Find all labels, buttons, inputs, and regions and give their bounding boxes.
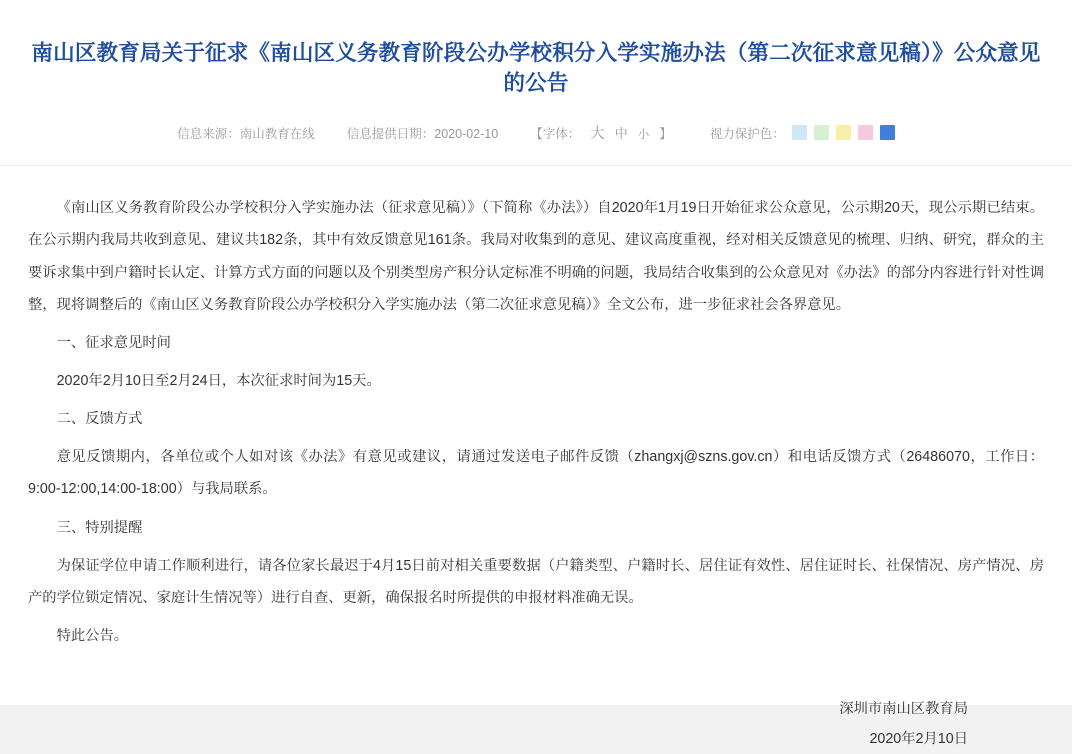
font-size-label: 【字体： <box>530 127 581 142</box>
font-size-controls <box>514 122 688 143</box>
section-heading-3: 三、特别提醒 <box>56 519 143 536</box>
eye-color-swatch-5[interactable] <box>880 125 895 140</box>
meta-date-label: 信息提供日期： <box>346 126 435 141</box>
meta-source-label: 信息来源： <box>177 126 240 141</box>
signature-date: 2020年2月10日 <box>869 731 968 748</box>
body-paragraph: 2020年2月10日至2月24日，本次征求时间为15天。 <box>56 372 381 389</box>
body-paragraph: 为保证学位申请工作顺利进行，请各位家长最迟于4月15日前对相关重要数据（户籍类型、户籍时长、居住证有效性、居住证时长、社保情况、房产情况、房产的学位锁定情况、家庭计生情况等）进行自查、更新，确保报名时所提供的申报材料准确无误。 <box>28 557 1044 606</box>
signature-organization: 深圳市南山区教育局 <box>839 701 968 718</box>
meta-source-value: 南山教育在线 <box>239 126 315 141</box>
font-size-label-end: 】 <box>659 127 672 142</box>
body-paragraph: 《南山区义务教育阶段公办学校积分入学实施办法（征求意见稿）》（下简称《办法》）自2020年1月19日开始征求公众意见，公示期20天，现公示期已结束。在公示期内我局共收到意见、建议共182条，其中有效反馈意见161条。我局对收集到的意见、建议高度重视，经对相关反馈意见的梳理、归纳、研究，群众的主要诉求集中到户籍时长认定、计算方式方面的问题以及个别类型房产积分认定标准不明确的问题，我局结合收集到的公众意见对《办法》的部分内容进行针对性调整，现将调整后的《南山区义务教育阶段公办学校积分入学实施办法（第二次征求意见稿）》全文公布，进一步征求社会各界意见。 <box>28 200 1044 313</box>
eye-protection-colors <box>688 124 911 142</box>
font-size-medium-button[interactable]: 中 <box>614 126 628 142</box>
section-heading-1: 一、征求意见时间 <box>56 334 171 351</box>
document-signature <box>28 694 1044 754</box>
meta-source <box>161 124 331 142</box>
page-title: 南山区教育局关于征求《南山区义务教育阶段公办学校积分入学实施办法（第二次征求意见稿）》公众意见的公告 <box>31 41 1041 96</box>
eye-color-swatch-1[interactable] <box>792 125 807 140</box>
body-paragraph: 特此公告。 <box>56 628 129 645</box>
eye-color-swatch-2[interactable] <box>814 125 829 140</box>
eye-color-swatch-4[interactable] <box>858 125 873 140</box>
article-body <box>0 166 1072 754</box>
article-meta-bar <box>0 122 1072 143</box>
font-size-large-button[interactable]: 大 <box>590 126 605 143</box>
meta-date-value: 2020-02-10 <box>434 126 499 141</box>
body-paragraph: 意见反馈期内，各单位或个人如对该《办法》有意见或建议，请通过发送电子邮件反馈（zhangxj@szns.gov.cn）和电话反馈方式（26486070，工作日：9:00-12:00,14:00-18:00）与我局联系。 <box>28 449 1044 498</box>
meta-date <box>331 124 514 142</box>
section-heading-2: 二、反馈方式 <box>56 411 143 428</box>
font-size-small-button[interactable]: 小 <box>637 129 650 142</box>
eye-color-swatch-3[interactable] <box>836 125 851 140</box>
eye-protection-label: 视力保护色： <box>709 126 785 141</box>
